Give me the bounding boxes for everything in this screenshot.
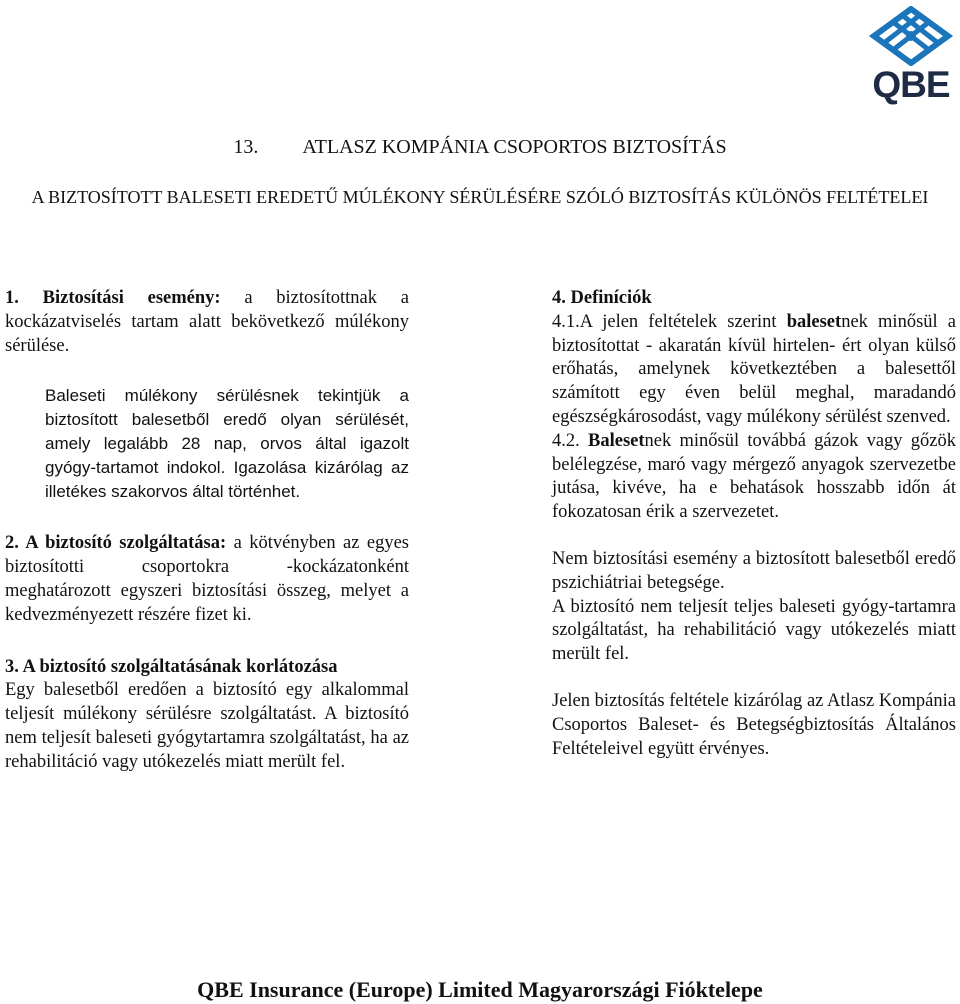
right-column: [552, 287, 956, 761]
left-column: [5, 287, 409, 775]
section-2-heading: 2. A biztosító szolgáltatása:: [5, 533, 227, 554]
exclusion-rehabilitation: A biztosító nem teljesít teljes baleseti gyógy-tartamra szolgáltatást, ha rehabilitáció vagy utókezelés miatt merült fel.: [552, 596, 956, 665]
validity-clause: Jelen biztosítás feltétele kizárólag az Atlasz Kompánia Csoportos Baleset- és Betegségbiztosítás Általános Feltételeivel együtt érvényes.: [552, 690, 956, 759]
qbe-logo: [868, 6, 954, 105]
title-text: ATLASZ KOMPÁNIA CSOPORTOS BIZTOSÍTÁS: [302, 136, 727, 158]
document-title: [0, 134, 960, 160]
definition-4-2-prefix: 4.2.: [552, 430, 588, 451]
section-2-text: a kötvényben az egyes biztosítotti csoportokra -kockázatonként meghatározott egyszeri biztosítási összeg, melyet a kedvezményezett részére fizet ki.: [5, 533, 409, 625]
logo-wordmark: QBE: [872, 64, 950, 105]
section-1-text: a biztosítottnak a kockázatviselés tartam alatt bekövetkező múlékony sérülése.: [5, 288, 409, 356]
definition-4-1-prefix: 4.1.A jelen feltételek szerint: [552, 311, 787, 332]
footer-company-name: QBE Insurance (Europe) Limited Magyarországi Fióktelepe: [197, 977, 763, 1002]
definition-4-2-text: nek minősül továbbá gázok vagy gőzök belélegzése, maró vagy mérgező anyagok szervezetbe jutása, kivéve, ha e behatások hosszabb időn át fokozatosan érik a szervezetet.: [552, 430, 956, 523]
exclusion-psychiatric: Nem biztosítási esemény a biztosított balesetből eredő pszichiátriai betegsége.: [552, 548, 956, 593]
definition-4-1: [552, 311, 956, 430]
section-3-text: Egy balesetből eredően a biztosító egy alkalommal teljesít múlékony sérülésre szolgáltatást. A biztosító nem teljesít baleseti gyógytartamra szolgáltatást, ha az rehabilitáció vagy utókezelés miatt merült fel.: [5, 680, 409, 772]
section-4-heading: 4. Definíciók: [552, 288, 652, 308]
section-1-note: Baleseti múlékony sérülésnek tekintjük a biztosított balesetből eredő olyan sérülését, amely legalább 28 nap, orvos által igazolt gyógy-tartamot indokol. Igazolása kizárólag az illetékes szakorvos által történhet.: [45, 386, 409, 502]
title-number: 13.: [233, 136, 259, 158]
section-1: [5, 287, 409, 358]
definition-4-1-term: baleset: [786, 311, 842, 332]
definition-4-2: [552, 430, 956, 525]
section-2: [5, 532, 409, 627]
section-3-heading: 3. A biztosító szolgáltatásának korlátozása: [5, 656, 338, 677]
qbe-lattice-icon: [868, 6, 954, 66]
section-1-heading: 1. Biztosítási esemény:: [5, 288, 221, 308]
definition-4-2-term: Baleset: [588, 430, 645, 451]
definition-4-1-text: nek minősül a biztosítottat - akaratán kívül hirtelen- ért olyan külső erőhatás, amelynek következtében a balesettől számított egy éven belül meghal, maradandó egészségkárosodást, vagy múlékony sérülést szenved.: [552, 311, 956, 427]
document-subtitle: A BIZTOSÍTOTT BALESETI EREDETŰ MÚLÉKONY SÉRÜLÉSÉRE SZÓLÓ BIZTOSÍTÁS KÜLÖNÖS FELTÉTELEI: [31, 187, 929, 207]
